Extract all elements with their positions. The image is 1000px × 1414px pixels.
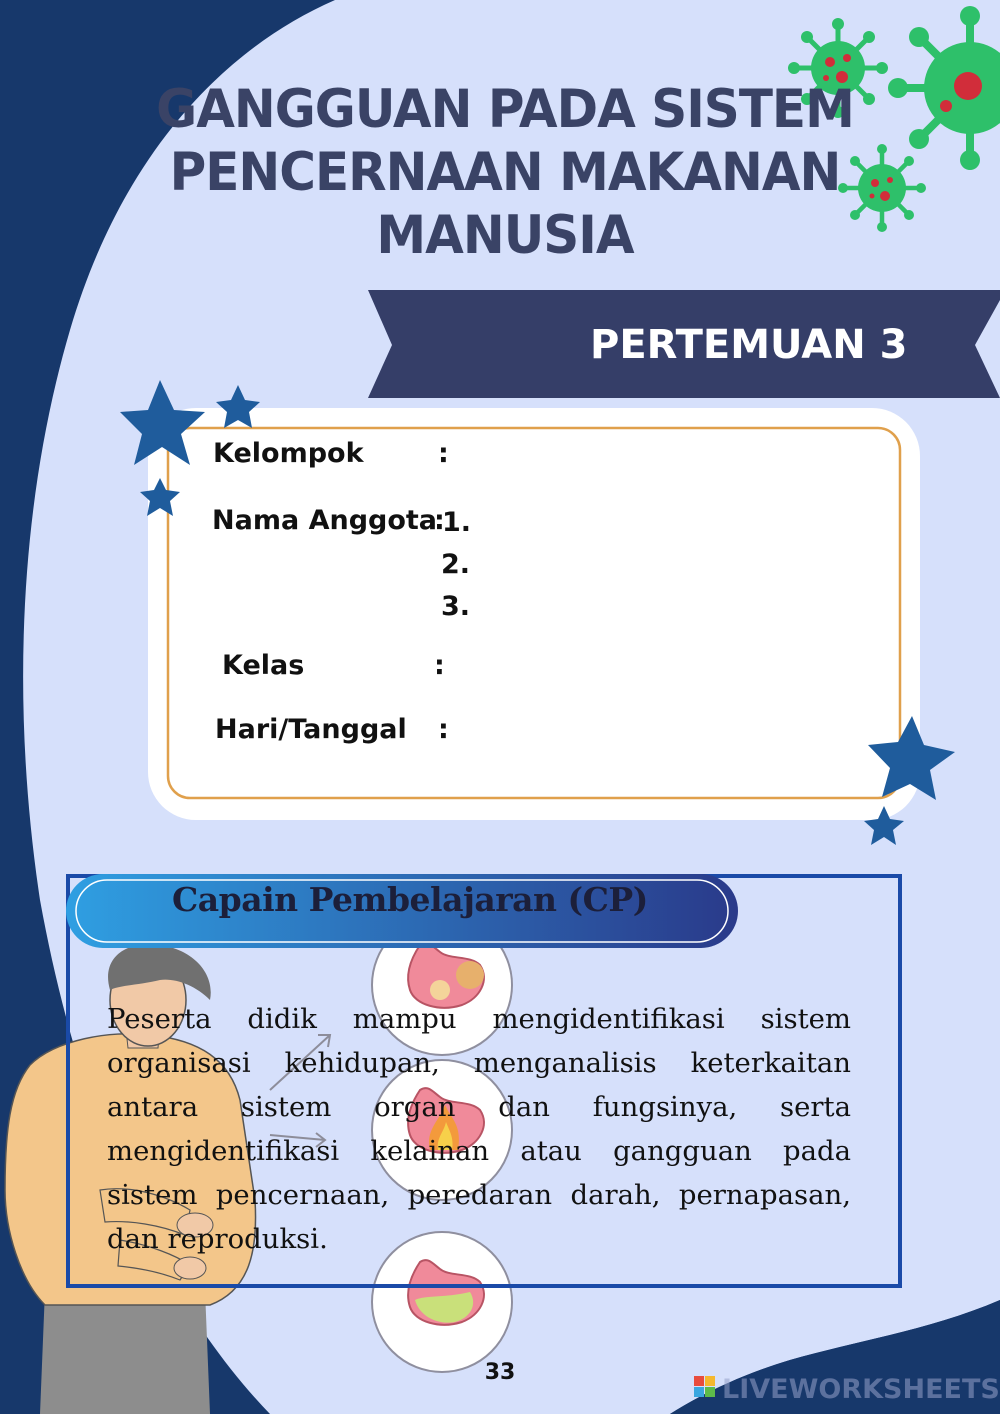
cp-title: Capain Pembelajaran (CP) (172, 880, 648, 919)
worksheet-title (120, 78, 890, 267)
date-colon: : (438, 714, 449, 745)
title-line: GANGGUAN PADA SISTEM (156, 78, 854, 140)
cp-paragraph: Peserta didik mampu mengidentifikasi sistem organisasi kehidupan, menganalisis keterkaitan antara sistem organ dan fungsinya, serta mengidentifikasi kelainan atau gangguan pada sistem pencernaan, peredaran darah, pernapasan, dan reproduksi. (107, 1003, 851, 1255)
title-line: MANUSIA (376, 204, 634, 266)
class-colon: : (434, 650, 445, 681)
member-number: 1. (442, 507, 472, 538)
member-number: 2. (441, 549, 471, 580)
members-label: Nama Anggota (212, 505, 438, 536)
group-label: Kelompok (213, 438, 364, 469)
session-label: PERTEMUAN 3 (590, 322, 908, 368)
group-colon: : (438, 438, 449, 469)
watermark (718, 1373, 1000, 1405)
member-number: 3. (441, 591, 471, 622)
members-colon: : (434, 505, 445, 536)
title-line: PENCERNAAN MAKANAN (169, 141, 841, 203)
watermark-text: LIVEWORKSHEETS (722, 1373, 1000, 1405)
page-number: 33 (484, 1360, 516, 1385)
date-label: Hari/Tanggal (215, 714, 407, 745)
class-label: Kelas (222, 650, 305, 681)
